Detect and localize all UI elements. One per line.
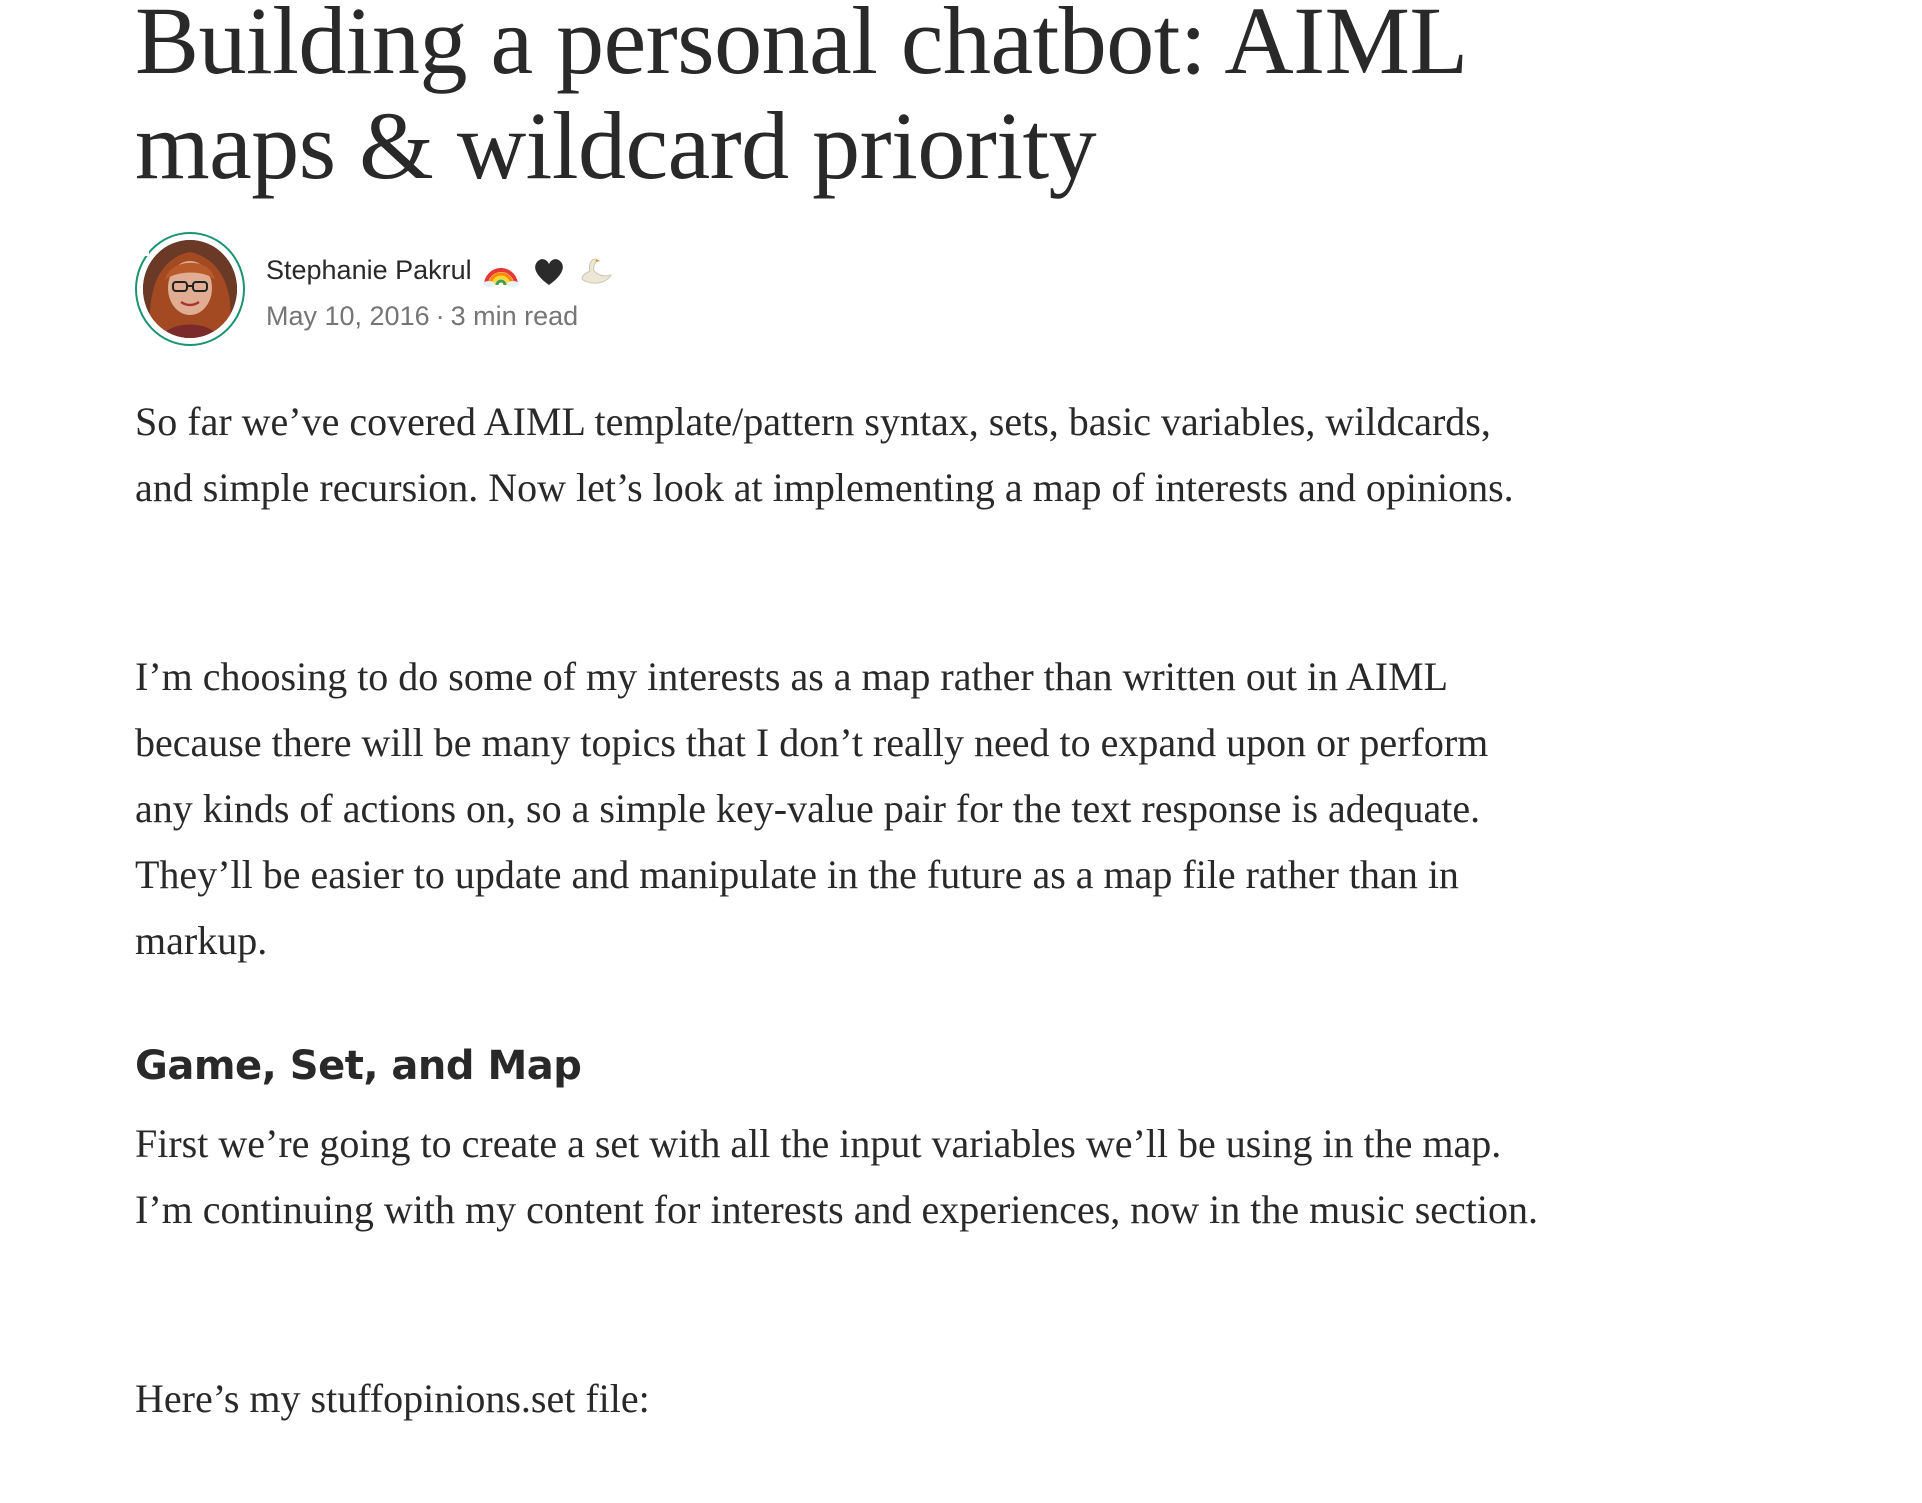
- intro-paragraph: So far we’ve covered AIML template/pattern syntax, sets, basic variables, wildcards, and simple recursion. Now let’s look at implementing a map of interests and opinions.: [135, 399, 1514, 510]
- swan-emoji-icon: [578, 257, 614, 287]
- publish-date[interactable]: May 10, 2016: [266, 301, 430, 331]
- section-paragraph-file-intro: Here’s my stuffopinions.set file:: [135, 1376, 650, 1421]
- byline: [135, 230, 935, 355]
- article-meta: [266, 298, 578, 334]
- meta-separator: ·: [435, 301, 445, 331]
- article-title: Building a personal chatbot: AIML maps & wildcard priority: [135, 0, 1465, 199]
- author-name[interactable]: Stephanie Pakrul: [266, 255, 472, 285]
- avatar-portrait-icon: [143, 240, 237, 338]
- body-paragraph: I’m choosing to do some of my interests as a map rather than written out in AIML because there will be many topics that I don’t really need to expand upon or perform any kinds of actions on, so a simple key-value pair for the text response is adequate. They’ll be easier to update and manipulate in the future as a map file rather than in markup.: [135, 654, 1489, 963]
- read-time: 3 min read: [450, 301, 579, 331]
- author-avatar[interactable]: [143, 240, 237, 338]
- rainbow-emoji-icon: [483, 257, 519, 287]
- section-paragraph: First we’re going to create a set with all the input variables we’ll be using in the map. I’m continuing with my content for interests and experiences, now in the music section.: [135, 1121, 1538, 1232]
- section-heading: Game, Set, and Map: [135, 1043, 582, 1089]
- author-line: [266, 252, 614, 288]
- black-heart-emoji-icon: [531, 257, 567, 287]
